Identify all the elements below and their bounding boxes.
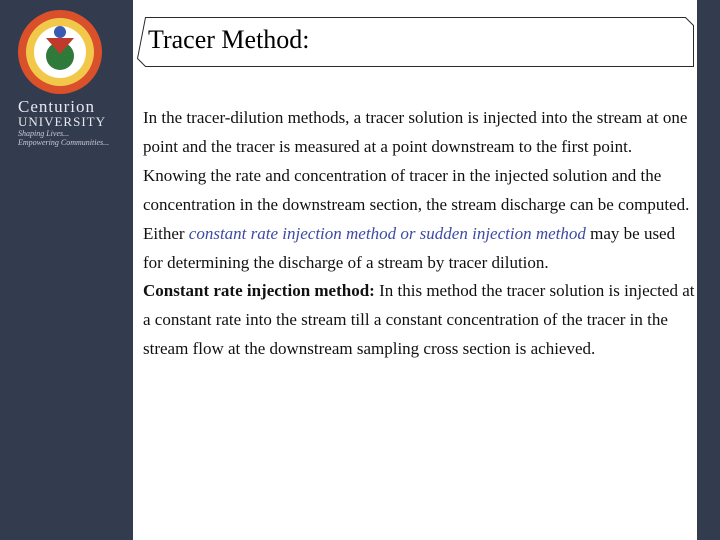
paragraph-3-lead: Either <box>143 223 189 243</box>
method-names-italic: constant rate injection method or sudden injection method <box>188 223 586 243</box>
brand-tagline-1: Shaping Lives... <box>18 129 70 138</box>
paragraph-3 <box>143 220 695 278</box>
university-seal-icon <box>16 8 104 96</box>
right-edge-strip <box>697 0 720 540</box>
slide-body <box>143 104 695 364</box>
title-box <box>137 17 694 67</box>
constant-rate-heading: Constant rate injection method: <box>143 281 375 301</box>
paragraph-4-rest: In this method the tracer solution is injected at a constant rate into the stream till a constant concentration of the tracer in the stream flow at the downstream sampling cross section is achieved. <box>143 281 695 359</box>
paragraph-4 <box>143 277 695 364</box>
brand-subname: UNIVERSITY <box>18 114 106 129</box>
paragraph-1: In the tracer-dilution methods, a tracer solution is injected into the stream at one point and the tracer is measured at a point downstream to the first point. <box>143 108 688 156</box>
sidebar-panel <box>0 0 133 540</box>
paragraph-3-tail: may be used for determining the discharge of a stream by tracer dilution. <box>143 223 676 272</box>
paragraph-2: Knowing the rate and concentration of tracer in the injected solution and the concentration in the downstream section, the stream discharge can be computed. <box>143 165 690 214</box>
brand-block <box>18 98 130 147</box>
brand-tagline-2: Empowering Communities... <box>18 138 110 147</box>
brand-name: Centurion <box>18 97 95 116</box>
page-title: Tracer Method: <box>148 25 310 54</box>
